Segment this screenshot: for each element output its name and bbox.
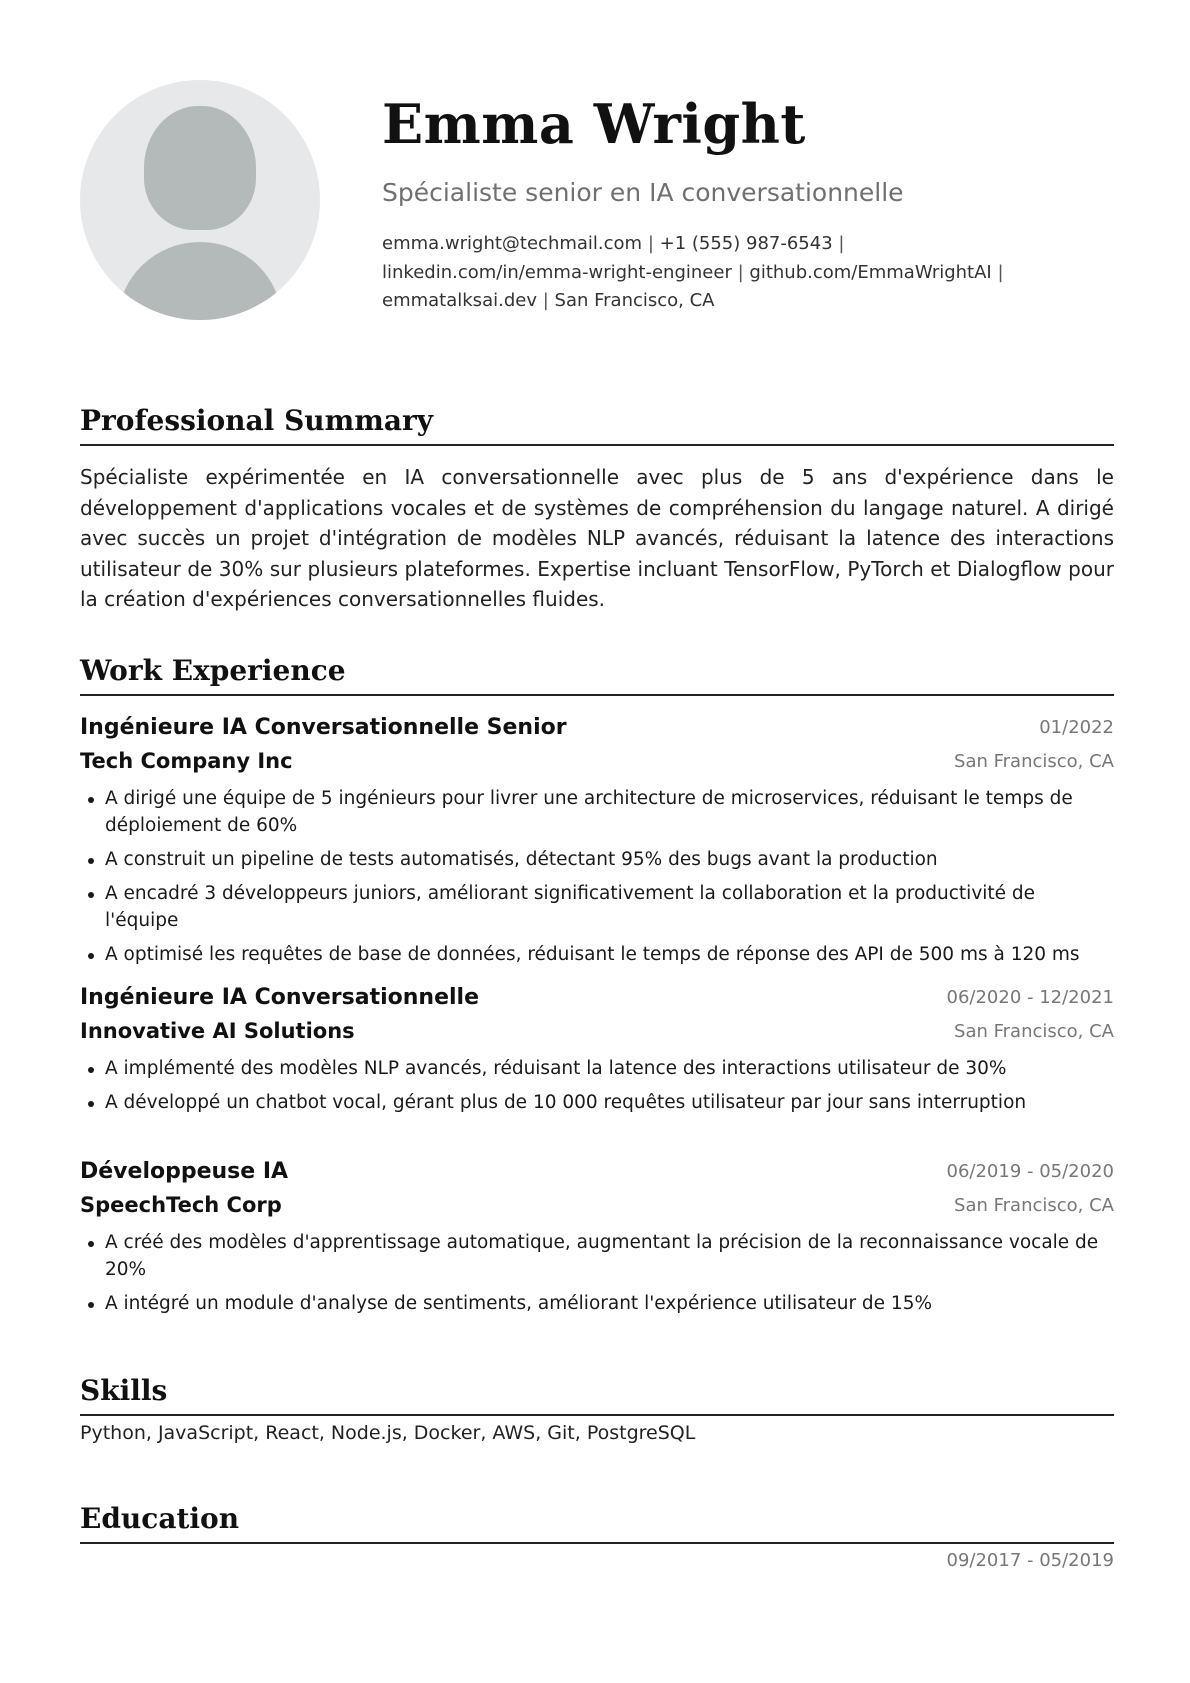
candidate-name: Emma Wright (382, 92, 806, 156)
contact-separator: | (737, 261, 744, 283)
contact-linkedin[interactable]: linkedin.com/in/emma-wright-engineer (382, 261, 732, 283)
skills-text: Python, JavaScript, React, Node.js, Docker, AWS, Git, PostgreSQL (80, 1422, 696, 1444)
job-date: 06/2019 - 05/2020 (946, 1161, 1114, 1182)
job-entry (80, 985, 1114, 1123)
candidate-headline: Spécialiste senior en IA conversationnelle (382, 178, 904, 207)
avatar-placeholder (80, 80, 320, 320)
list-item (80, 1055, 1114, 1082)
section-title-education: Education (80, 1502, 1114, 1544)
bullet-icon (88, 858, 94, 864)
contact-phone[interactable]: +1 (555) 987-6543 (659, 233, 833, 254)
bullet-icon (88, 1101, 94, 1107)
job-title: Développeuse IA (80, 1159, 289, 1184)
list-item (80, 941, 1114, 968)
bullet-text: A encadré 3 développeurs juniors, améliorant significativement la collaboration et la productivité de l'équipe (105, 883, 1036, 931)
contact-website[interactable]: emmatalksai.dev (382, 290, 537, 311)
job-bullets (80, 785, 1114, 968)
job-date: 01/2022 (1039, 717, 1114, 738)
bullet-icon (88, 1067, 94, 1073)
job-location: San Francisco, CA (954, 751, 1114, 772)
list-item (80, 1089, 1114, 1116)
list-item (80, 1290, 1114, 1317)
job-date: 06/2020 - 12/2021 (946, 987, 1114, 1008)
list-item (80, 880, 1114, 934)
list-item (80, 1229, 1114, 1283)
education-date: 09/2017 - 05/2019 (946, 1550, 1114, 1571)
job-entry (80, 1159, 1114, 1324)
bullet-text: A optimisé les requêtes de base de données, réduisant le temps de réponse des API de 500 ms à 120 ms (105, 944, 1080, 965)
job-bullets (80, 1055, 1114, 1116)
bullet-icon (88, 1302, 94, 1308)
section-title-skills: Skills (80, 1374, 1114, 1416)
contact-location: San Francisco, CA (554, 290, 715, 311)
bullet-text: A dirigé une équipe de 5 ingénieurs pour livrer une architecture de microservices, réduisant le temps de déploiement de 60% (105, 788, 1073, 836)
job-bullets (80, 1229, 1114, 1317)
bullet-icon (88, 797, 94, 803)
job-title: Ingénieure IA Conversationnelle (80, 985, 479, 1010)
job-title: Ingénieure IA Conversationnelle Senior (80, 715, 567, 740)
job-company: Tech Company Inc (80, 749, 293, 773)
bullet-icon (88, 953, 94, 959)
bullet-text: A développé un chatbot vocal, gérant plus de 10 000 requêtes utilisateur par jour sans interruption (105, 1092, 1027, 1113)
bullet-icon (88, 1241, 94, 1247)
bullet-icon (88, 892, 94, 898)
avatar-body-shape (118, 242, 282, 320)
bullet-text: A construit un pipeline de tests automatisés, détectant 95% des bugs avant la production (105, 849, 938, 870)
contact-separator: | (997, 261, 1004, 283)
contact-info (382, 230, 1102, 316)
bullet-text: A implémenté des modèles NLP avancés, réduisant la latence des interactions utilisateur de 30% (105, 1058, 1007, 1079)
section-title-summary: Professional Summary (80, 404, 1114, 446)
job-company: SpeechTech Corp (80, 1193, 282, 1217)
list-item (80, 785, 1114, 839)
job-entry (80, 715, 1114, 975)
contact-github[interactable]: github.com/EmmaWrightAI (749, 261, 992, 283)
bullet-text: A créé des modèles d'apprentissage automatique, augmentant la précision de la reconnaissance vocale de 20% (105, 1232, 1099, 1280)
section-title-experience: Work Experience (80, 654, 1114, 696)
contact-separator: | (647, 233, 654, 254)
summary-text: Spécialiste expérimentée en IA conversationnelle avec plus de 5 ans d'expérience dans le développement d'applications vocales et de systèmes de compréhension du langage naturel. A dirigé avec succès un projet d'intégration de modèles NLP avancés, réduisant la latence des interactions utilisateur de 30% sur plusieurs plateformes. Expertise incluant TensorFlow, PyTorch et Dialogflow pour la création d'expériences conversationnelles fluides. (80, 465, 1114, 611)
contact-separator: | (838, 233, 845, 254)
contact-separator: | (542, 290, 549, 311)
avatar-head-shape (144, 106, 256, 230)
contact-email[interactable]: emma.wright@techmail.com (382, 233, 643, 254)
job-company: Innovative AI Solutions (80, 1019, 355, 1043)
bullet-text: A intégré un module d'analyse de sentiments, améliorant l'expérience utilisateur de 15% (105, 1293, 933, 1314)
job-location: San Francisco, CA (954, 1021, 1114, 1042)
list-item (80, 846, 1114, 873)
job-location: San Francisco, CA (954, 1195, 1114, 1216)
